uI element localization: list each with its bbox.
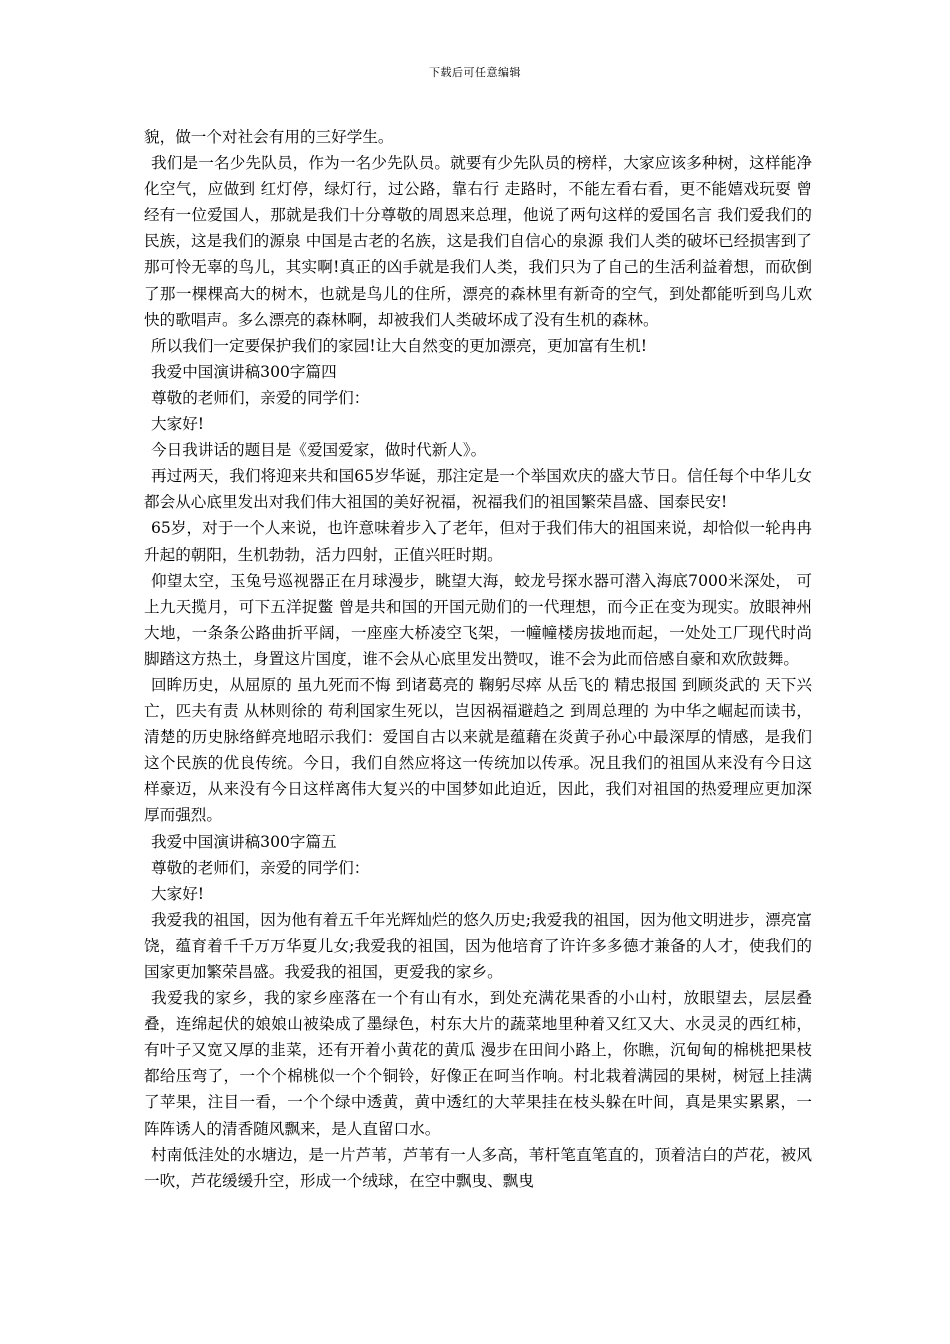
paragraph: 尊敬的老师们，亲爱的同学们： [151, 388, 370, 407]
paragraph: 我爱我的家乡，我的家乡座落在一个有山有水，到处充满花果香的小山村，放眼望去，层层叠叠，连绵起伏的娘娘山被染成了墨绿色，村东大片的蔬菜地里种着又红又大、水灵灵的西红柿，有叶子又宽又厚的韭菜，还有开着小黄花的黄瓜 漫步在田间小路上，你瞧，沉甸甸的棉桃把果枝都给压弯了，一个个棉桃似一个个铜铃，好像正在呵当作响。村北栽着满园的果树，树冠上挂满了苹果，注目一看，一个个绿中透黄，黄中透红的大苹果挂在枝头躲在叶间，真是果实累累，一阵阵诱人的清香随风飘来，是人直留口水。 [144, 989, 812, 1138]
paragraph: 我爱中国演讲稿300字篇五 [151, 832, 337, 851]
paragraph: 仰望太空，玉兔号巡视器正在月球漫步，眺望大海，蛟龙号探水器可潜入海底7000米深处， 可上九天揽月，可下五洋捉鳖 曾是共和国的开国元勋们的一代理想，而今正在变为现实。放眼神州大地，一条条公路曲折平阔，一座座大桥凌空飞架，一幢幢楼房拔地而起，一处处工厂现代时尚 脚踏这方热土，身置这片国度，谁不会从心底里发出赞叹，谁不会为此而倍感自豪和欢欣鼓舞。 [144, 571, 812, 668]
paragraph: 我爱我的祖国，因为他有着五千年光辉灿烂的悠久历史;我爱我的祖国，因为他文明进步，漂亮富饶，蕴育着千千万万华夏儿女;我爱我的祖国，因为他培育了许许多多德才兼备的人才，使我们的国家更加繁荣昌盛。我爱我的祖国，更爱我的家乡。 [144, 910, 812, 981]
paragraph: 今日我讲话的题目是《爱国爱家，做时代新人》。 [151, 441, 487, 460]
paragraph: 所以我们一定要保护我们的家园!让大自然变的更加漂亮，更加富有生机! [151, 336, 647, 355]
paragraph: 回眸历史，从屈原的 虽九死而不悔 到诸葛亮的 鞠躬尽瘁 从岳飞的 精忠报国 到顾炎武的 天下兴亡，匹夫有责 从林则徐的 苟利国家生死以，岂因祸福避趋之 到周总理的 为中华之崛起而读书，清楚的历史脉络鲜亮地昭示我们：爱国自古以来就是蕴藉在炎黄子孙心中最深厚的情感，是我们这个民族的优良传统。今日，我们自然应将这一传统加以传承。况且我们的祖国从来没有今日这样豪迈，从来没有今日这样离伟大复兴的中国梦如此迫近，因此，我们对祖国的热爱理应更加深厚而强烈。 [144, 675, 812, 825]
paragraph: 再过两天，我们将迎来共和国65岁华诞，那注定是一个举国欢庆的盛大节日。信任每个中华儿女都会从心底里发出对我们伟大祖国的美好祝福，祝福我们的祖国繁荣昌盛、国泰民安! [144, 467, 812, 512]
document-body [144, 124, 812, 1194]
paragraph: 我们是一名少先队员，作为一名少先队员。就要有少先队员的榜样，大家应该多种树，这样能净化空气，应做到 红灯停，绿灯行，过公路，靠右行 走路时，不能左看右看，更不能嬉戏玩耍 曾经有一位爱国人，那就是我们十分尊敬的周恩来总理，他说了两句这样的爱国名言 我们爱我们的民族，这是我们的源泉 中国是古老的名族，这是我们自信心的泉源 我们人类的破坏已经损害到了那可怜无辜的鸟儿，其实啊!真正的凶手就是我们人类，我们只为了自己的生活利益着想，而砍倒了那一棵棵高大的树木，也就是鸟儿的住所，漂亮的森林里有新奇的空气，到处都能听到鸟儿欢快的歌唱声。多么漂亮的森林啊，却被我们人类破坏成了没有生机的森林。 [144, 154, 812, 329]
page-header: 下载后可任意编辑 [429, 66, 521, 79]
paragraph: 村南低洼处的水塘边，是一片芦苇，芦苇有一人多高，苇杆笔直笔直的，顶着洁白的芦花，被风一吹，芦花缓缓升空，形成一个绒球，在空中飘曳、飘曳 [144, 1145, 812, 1190]
paragraph: 貌，做一个对社会有用的三好学生。 [144, 128, 394, 146]
paragraph: 尊敬的老师们，亲爱的同学们： [151, 858, 370, 877]
paragraph: 65岁，对于一个人来说，也许意味着步入了老年，但对于我们伟大的祖国来说，却恰似一轮冉冉升起的朝阳，生机勃勃，活力四射，正值兴旺时期。 [144, 519, 812, 564]
paragraph: 大家好! [151, 415, 205, 434]
paragraph: 大家好! [151, 884, 205, 903]
paragraph: 我爱中国演讲稿300字篇四 [151, 362, 337, 381]
